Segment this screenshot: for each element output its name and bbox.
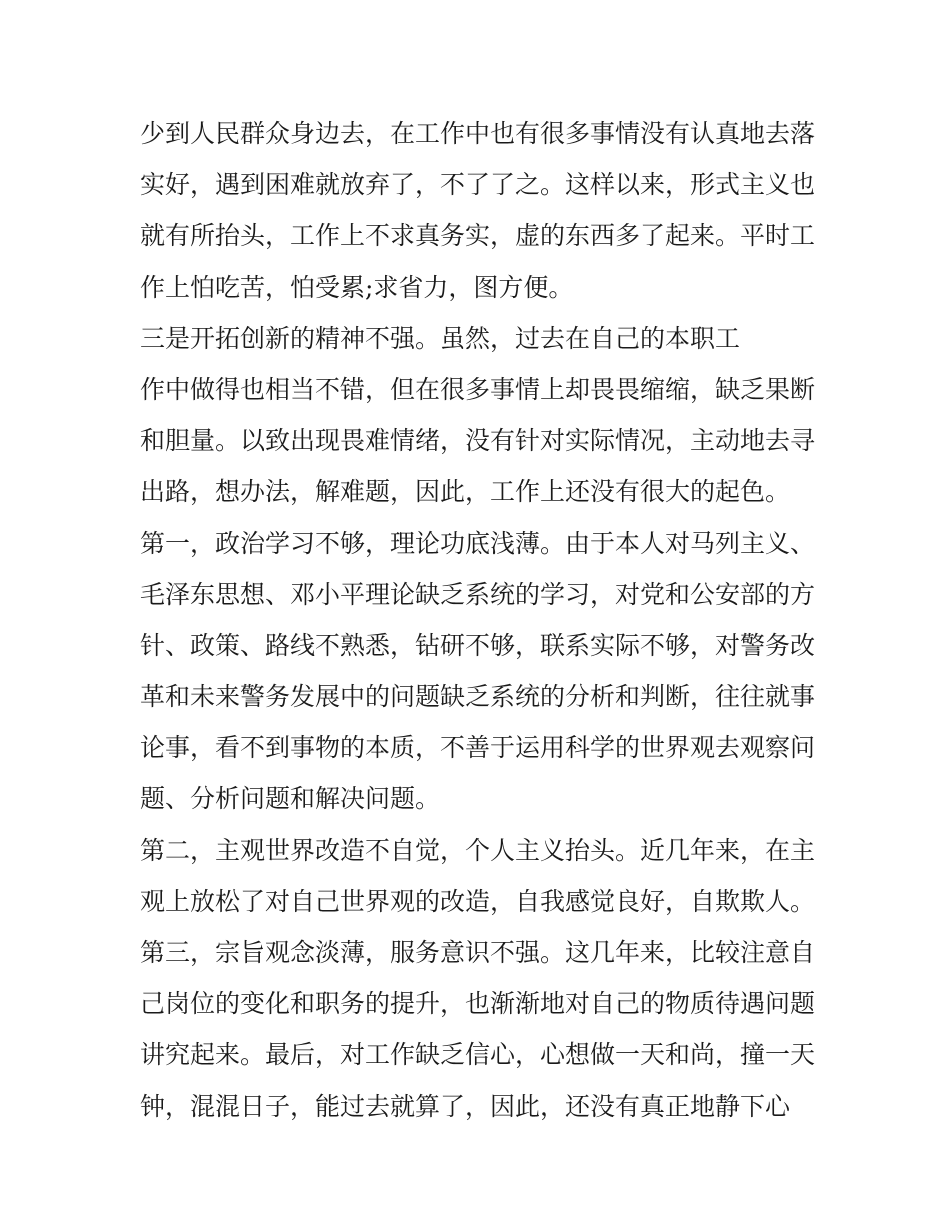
text-line: 己岗位的变化和职务的提升，也渐渐地对自己的物质待遇问题 — [140, 989, 816, 1019]
text-line: 第一，政治学习不够，理论功底浅薄。由于本人对马列主义、 — [140, 528, 816, 558]
text-line: 论事，看不到事物的本质，不善于运用科学的世界观去观察问 — [140, 733, 816, 763]
text-line: 出路，想办法，解难题，因此，工作上还没有很大的起色。 — [140, 477, 791, 507]
text-line: 第二，主观世界改造不自觉，个人主义抬头。近几年来，在主 — [140, 835, 816, 865]
text-line: 实好，遇到困难就放弃了，不了了之。这样以来，形式主义也 — [140, 170, 816, 200]
text-line: 观上放松了对自己世界观的改造，自我感觉良好，自欺欺人。 — [140, 886, 816, 916]
text-line: 和胆量。以致出现畏难情绪，没有针对实际情况，主动地去寻 — [140, 426, 816, 456]
text-line: 讲究起来。最后，对工作缺乏信心，心想做一天和尚，撞一天 — [140, 1040, 816, 1070]
text-line: 就有所抬头，工作上不求真务实，虚的东西多了起来。平时工 — [140, 221, 816, 251]
text-line: 题、分析问题和解决问题。 — [140, 784, 441, 814]
body-text — [140, 108, 820, 1132]
text-line: 作中做得也相当不错，但在很多事情上却畏畏缩缩，缺乏果断 — [140, 374, 816, 404]
text-line: 革和未来警务发展中的问题缺乏系统的分析和判断，往往就事 — [140, 682, 816, 712]
text-line: 针、政策、路线不熟悉，钻研不够，联系实际不够，对警务改 — [140, 630, 816, 660]
text-line: 作上怕吃苦，怕受累;求省力，图方便。 — [140, 272, 574, 302]
text-line: 三是开拓创新的精神不强。虽然，过去在自己的本职工 — [140, 323, 741, 353]
text-line: 第三，宗旨观念淡薄，服务意识不强。这几年来，比较注意自 — [140, 938, 816, 967]
text-line: 钟，混混日子，能过去就算了，因此，还没有真正地静下心 — [140, 1091, 791, 1121]
text-line: 毛泽东思想、邓小平理论缺乏系统的学习，对党和公安部的方 — [140, 579, 816, 609]
text-line: 少到人民群众身边去，在工作中也有很多事情没有认真地去落 — [140, 119, 816, 148]
